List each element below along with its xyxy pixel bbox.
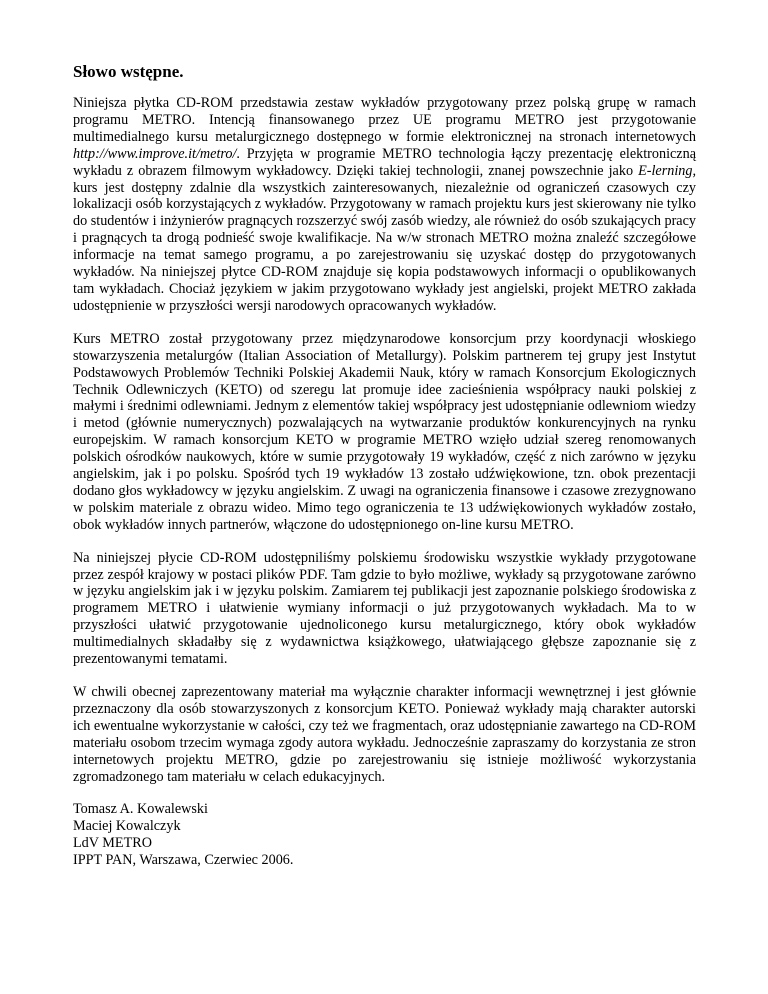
paragraph-intro-text-b: . Przyjęta w programie METRO technologia łączy prezentację elektroniczną wykładu z obrazem filmowym wykładowcy. Dzięki takiej technologii, znanej powszechnie jako (73, 145, 696, 179)
paragraph-cdrom: Na niniejszej płycie CD-ROM udostępniliśmy polskiemu środowisku wszystkie wykłady przygotowane przez zespół krajowy w postaci plików PDF. Tam gdzie to było możliwe, wykłady są przygotowane zarówno w języku angielskim jak i w języku polskim. Zamiarem tej publikacji jest zapoznanie polskiego środowiska z programem METRO i ułatwienie wymiany informacji o już przygotowanych wykładach. Ma to w przyszłości ułatwić przygotowanie ujednoliconego kursu metalurgicznego, który obok wykładów multimedialnych składałby się z wydawnictwa książkowego, ułatwiającego głębsze zapoznanie się z prezentowanymi tematami. (73, 549, 696, 668)
paragraph-intro (73, 95, 696, 315)
metro-url-link: http://www.improve.it/metro/ (73, 145, 237, 162)
signature-line: Maciej Kowalczyk (73, 818, 181, 835)
paragraph-usage: W chwili obecnej zaprezentowany materiał ma wyłącznie charakter informacji wewnętrznej i jest głównie przeznaczony dla osób stowarzyszonych z konsorcjum KETO. Ponieważ wykłady mają charakter autorski ich ewentualne wykorzystanie w całości, czy też we fragmentach, oraz udostępnianie zawartego na CD-ROM materiału osobom trzecim wymaga zgody autora wykładu. Jednocześnie zapraszamy do korzystania ze stron internetowych projektu METRO, gdzie po zarejestrowaniu się istnieje możliwość wykorzystania zgromadzonego tam materiału w celach edukacyjnych. (73, 684, 696, 785)
signature-line: IPPT PAN, Warszawa, Czerwiec 2006. (73, 852, 294, 869)
signature-line: LdV METRO (73, 835, 152, 852)
paragraph-intro-text-c: kurs jest dostępny zdalnie dla wszystkich zainteresowanych, niezależnie od ograniczeń czasowych czy lokalizacji osób korzystających z wykładów. Przygotowany w ramach projektu kurs jest skierowany nie tylko do studentów i inżynierów pragnących rozszerzyć swój zasób wiedzy, ale również do osób szukających pracy i pragnących ta drogą podnieść swoje kwalifikacje. Na w/w stronach METRO można znaleźć szczegółowe informacje na temat samego programu, a po zarejestrowaniu się uzyskać dostęp do przygotowanych wykładów. Na niniejszej płytce CD-ROM znajduje się kopia podstawowych informacji o opublikowanych tam wykładach. Chociaż językiem w jakim przygotowano wykłady jest angielski, projekt METRO zakłada udostępnienie w przyszłości wersji narodowych opracowanych wykładów. (73, 179, 696, 314)
paragraph-intro-text-a: Niniejsza płytka CD-ROM przedstawia zestaw wykładów przygotowany przez polską grupę w ramach programu METRO. Intencją finansowanego przez UE programu METRO jest przygotowanie multimedialnego kursu metalurgicznego dostępnego w formie elektronicznej na stronach internetowych (73, 95, 696, 145)
signature-line: Tomasz A. Kowalewski (73, 801, 208, 818)
paragraph-consortium: Kurs METRO został przygotowany przez międzynarodowe konsorcjum przy koordynacji włoskiego stowarzyszenia metalurgów (Italian Association of Metallurgy). Polskim partnerem tej grupy jest Instytut Podstawowych Problemów Techniki Polskiej Akademii Nauk, który w ramach Konsorcjum Ekologicznych Technik Odlewniczych (KETO) od szeregu lat promuje idee zacieśnienia współpracy nauki polskiej z małymi i średnimi odlewniami. Jednym z elementów takiej współpracy jest udostępnianie odlewniom wiedzy i metod (głównie numerycznych) pozwalających na wytwarzanie produktów konkurencyjnych na rynku europejskim. W ramach konsorcjum KETO w programie METRO wzięło udział szereg renomowanych polskich ośrodków naukowych, które w sumie przygotowały 19 wykładów, część z nich zarówno w języku angielskim, jak i po polsku. Spośród tych 19 wykładów 13 zostało udźwiękowione, tzn. obok prezentacji dodano głos wykładowcy w języku angielskim. Z uwagi na ograniczenia finansowe i czasowe zrezygnowano w polskim materiale z obrazu wideo. Mimo tego ograniczenia te 13 udźwiękowionych wykładów zostało, obok wykładów innych partnerów, włączone do udostępnionego on-line kursu METRO. (73, 330, 696, 533)
document-page (73, 62, 696, 869)
document-title: Słowo wstępne. (73, 62, 184, 81)
elearning-term: E-lerning, (638, 162, 696, 179)
signature-block (73, 801, 696, 869)
